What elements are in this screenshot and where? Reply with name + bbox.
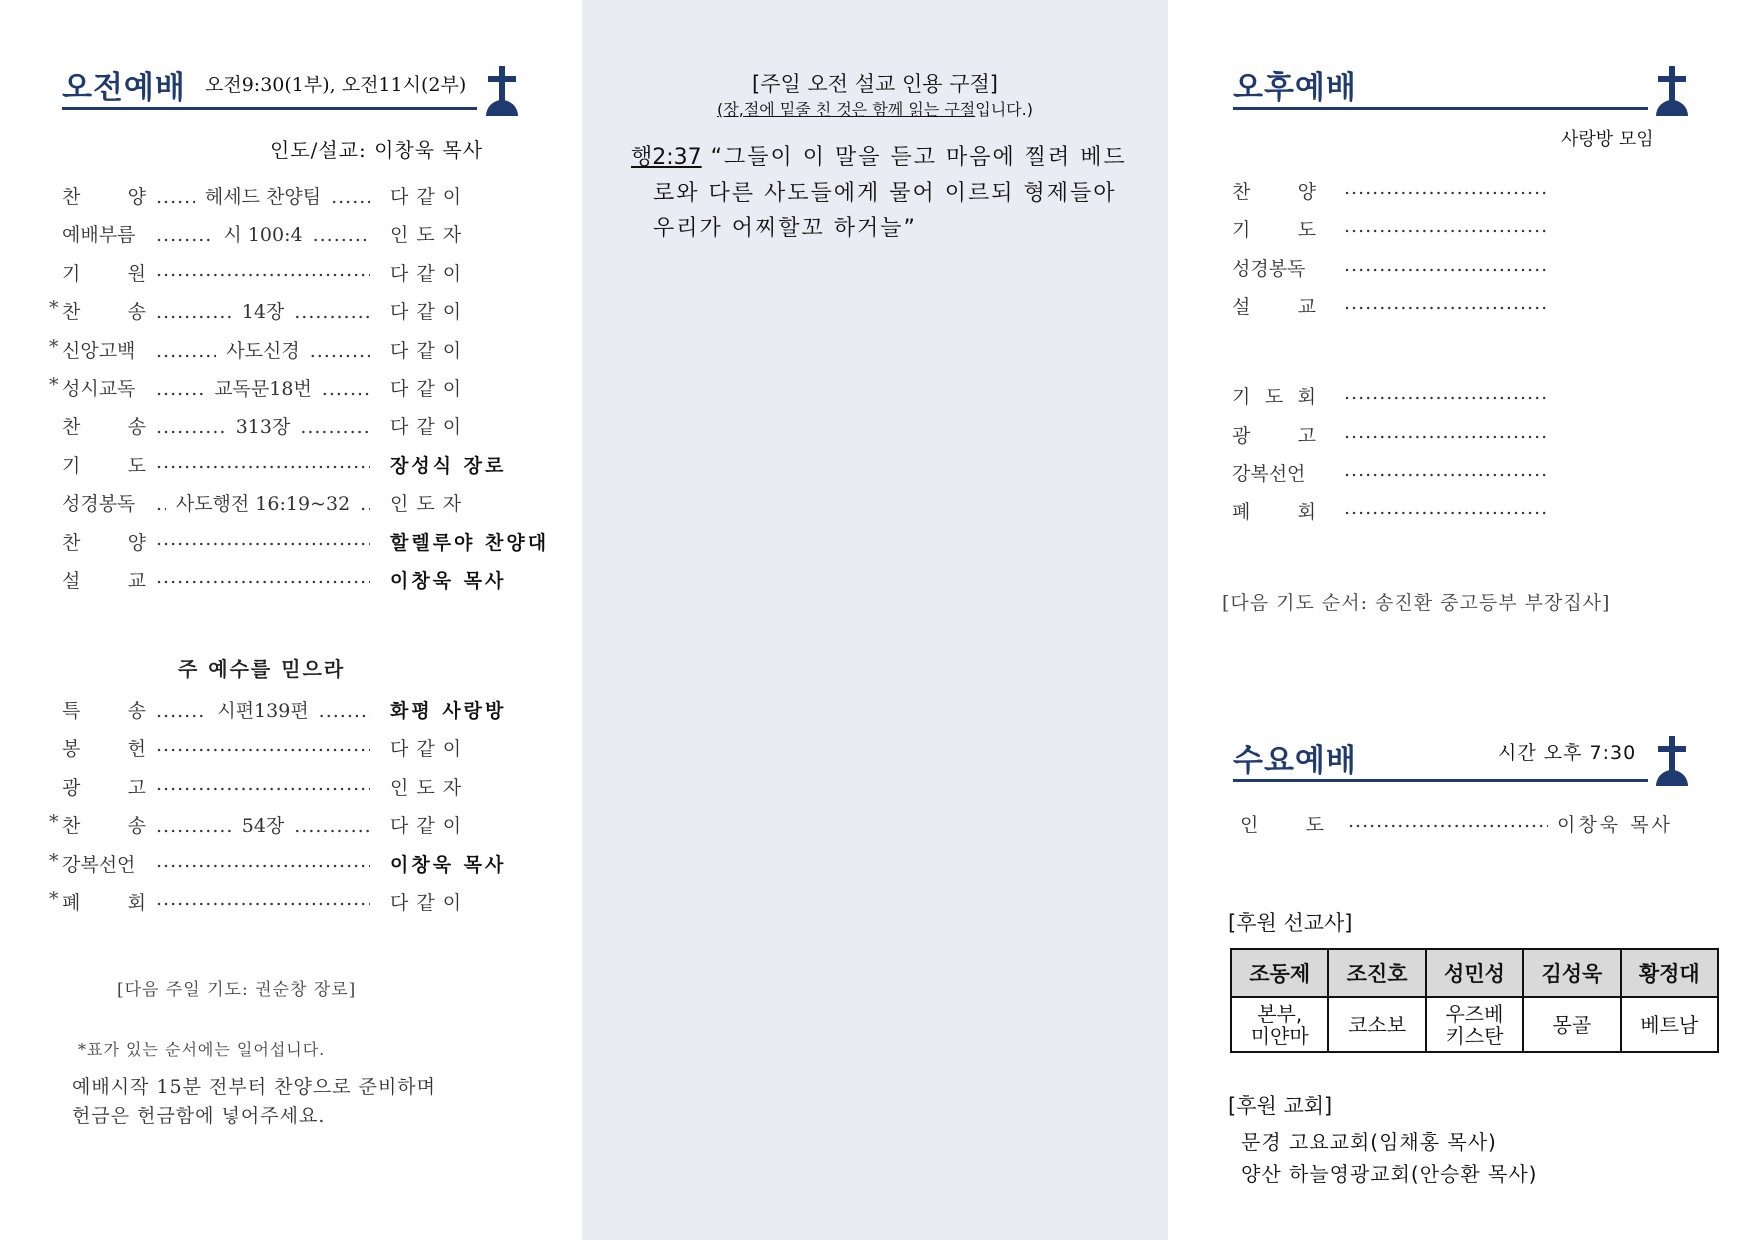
churches-heading: [후원 교회]: [1228, 1094, 1333, 1118]
row-dots: [1344, 254, 1550, 276]
morning-title-underline: [62, 107, 477, 110]
order-row: [0, 811, 560, 841]
row-dots: [1344, 497, 1550, 519]
cross-icon: [1653, 66, 1691, 116]
row-label: 성시교독: [62, 378, 136, 400]
afternoon-service-title: 오후예배: [1233, 70, 1357, 106]
row-detail: 14장: [241, 301, 285, 324]
missionaries-heading: [후원 선교사]: [1228, 911, 1353, 935]
row-label: 성경봉독: [62, 493, 136, 516]
afternoon-order-row: [1232, 292, 1632, 320]
stand-marker: *: [49, 297, 59, 320]
church-item: 양산 하늘영광교회(안승환 목사): [1241, 1162, 1538, 1186]
row-person: 인도자: [390, 493, 470, 516]
afternoon-title-underline: [1233, 107, 1648, 110]
row-detail: 사도행전 16:19~32: [175, 493, 351, 516]
row-person: 다같이: [390, 339, 470, 362]
verse-line-1: 행2:37 “그들이 이 말을 듣고 마음에 찔려 베드: [631, 145, 1127, 170]
order-row: [0, 336, 560, 366]
row-label: 기 원: [62, 262, 146, 285]
cross-icon: [1653, 736, 1691, 786]
afternoon-next-prayer: [다음 기도 순서: 송진환 중고등부 부장집사]: [1222, 592, 1611, 614]
row-dots: [156, 412, 370, 439]
row-dots: [156, 489, 370, 516]
missionary-place: 몽골: [1523, 997, 1620, 1052]
row-label: 기 도 회: [1232, 386, 1316, 408]
row-label: 찬 양: [1232, 181, 1316, 203]
row-dots: [156, 850, 370, 872]
row-label: 폐 회: [62, 892, 146, 914]
row-person: 다같이: [390, 738, 470, 761]
order-row: [0, 489, 560, 519]
row-dots: [1344, 459, 1550, 481]
row-detail: 헤세드 찬양팀: [204, 186, 322, 208]
row-detail: 시 100:4: [223, 224, 303, 247]
verse-reference: 행2:37: [631, 145, 702, 170]
missionary-place: 본부, 미얀마: [1231, 997, 1328, 1052]
row-label: 광 고: [1232, 425, 1316, 447]
wednesday-title-underline: [1233, 779, 1648, 782]
row-dots: [1344, 382, 1550, 404]
row-dots: [156, 374, 370, 401]
stand-marker: *: [49, 374, 59, 396]
row-dots: [156, 734, 370, 756]
missionary-name: 황정대: [1621, 949, 1718, 997]
wednesday-leader-row: [1240, 810, 1720, 838]
stand-note: *표가 있는 순서에는 일어섭니다.: [78, 1040, 326, 1059]
row-person: 다같이: [390, 892, 470, 914]
stand-marker: *: [49, 888, 59, 910]
order-row: [0, 412, 560, 442]
next-prayer-note: [다음 주일 기도: 권순창 장로]: [117, 980, 357, 1000]
order-row: [0, 182, 560, 212]
afternoon-order-row: [1232, 382, 1632, 410]
row-dots: [1344, 215, 1550, 237]
order-row: [0, 566, 560, 596]
missionary-name: 조진호: [1328, 949, 1425, 997]
morning-service-times: 오전9:30(1부), 오전11시(2부): [205, 74, 467, 96]
afternoon-order-row: [1232, 421, 1632, 449]
order-row: [0, 696, 560, 726]
order-row: [0, 773, 560, 803]
wednesday-time: 시간 오후 7:30: [1498, 742, 1637, 764]
row-label: 찬 송: [62, 301, 146, 324]
row-person: 이창욱 목사: [390, 570, 507, 592]
row-label: 광 고: [62, 776, 146, 799]
prep-note-1: 예배시작 15분 전부터 찬양으로 준비하며: [72, 1076, 436, 1098]
wednesday-service-title: 수요예배: [1233, 743, 1357, 779]
row-person: 다같이: [390, 262, 470, 285]
quote-subtitle: [582, 97, 1168, 120]
quote-subtitle-underlined: (장,절에 밑줄 친 것은 함께 읽는 구절: [717, 100, 976, 119]
order-row: [0, 220, 560, 250]
row-label: 설 교: [62, 570, 146, 592]
row-label: 폐 회: [1232, 501, 1316, 523]
row-label: 찬 양: [62, 186, 146, 208]
row-person: 다같이: [390, 378, 470, 400]
row-dots: [156, 773, 370, 795]
row-person: 이창욱 목사: [390, 853, 507, 876]
row-dots: [156, 566, 370, 588]
row-label: 강복선언: [1232, 463, 1306, 485]
stand-marker: *: [49, 849, 59, 872]
missionary-place: 우즈베 키스탄: [1426, 997, 1523, 1052]
verse-line-3: 우리가 어찌할꼬 하거늘”: [653, 216, 917, 241]
order-row: [0, 734, 560, 764]
afternoon-order-row: [1232, 497, 1632, 525]
row-dots: [1348, 810, 1548, 832]
row-dots: [1344, 292, 1550, 314]
row-dots: [156, 696, 370, 723]
row-detail: 313장: [235, 416, 291, 439]
row-person: 장성식 장로: [390, 454, 507, 477]
row-dots: [156, 182, 370, 209]
row-dots: [156, 336, 370, 363]
stand-marker: *: [49, 811, 59, 834]
row-label: 강복선언: [62, 853, 136, 876]
missionary-place: 베트남: [1621, 997, 1718, 1052]
cross-icon: [483, 66, 521, 116]
row-detail: 교독문18번: [214, 378, 312, 400]
row-dots: [1344, 177, 1550, 199]
order-row: [0, 374, 560, 404]
row-label: 예배부름: [62, 224, 136, 247]
row-detail: 54장: [241, 815, 285, 838]
afternoon-order-row: [1232, 254, 1632, 282]
row-person: 할렐루야 찬양대: [390, 531, 550, 554]
row-person: 인도자: [390, 776, 470, 799]
order-row: [0, 528, 560, 558]
row-person: 다같이: [390, 301, 470, 324]
row-label: 기 도: [1232, 219, 1316, 241]
missionary-name: 성민성: [1426, 949, 1523, 997]
missionary-name: 김성욱: [1523, 949, 1620, 997]
order-row: [0, 850, 560, 880]
row-person: 다같이: [390, 186, 470, 208]
row-dots: [156, 528, 370, 550]
row-dots: [156, 259, 370, 281]
row-label: 특 송: [62, 700, 146, 722]
row-dots: [156, 297, 370, 324]
prep-note-2: 헌금은 헌금함에 넣어주세요.: [72, 1105, 326, 1127]
order-row: [0, 451, 560, 481]
order-row: [0, 259, 560, 289]
row-dots: [156, 220, 370, 247]
row-person: 화평 사랑방: [390, 700, 507, 722]
row-dots: [156, 888, 370, 910]
quote-subtitle-rest: 입니다.): [975, 100, 1033, 119]
afternoon-order-row: [1232, 215, 1632, 243]
order-row: [0, 297, 560, 327]
missionary-name: 조동제: [1231, 949, 1328, 997]
stand-marker: *: [49, 335, 59, 358]
row-label: 인 도: [1240, 814, 1324, 836]
missionaries-table: [1230, 948, 1719, 1053]
morning-service-title: 오전예배: [62, 70, 186, 106]
missionary-place: 코소보: [1328, 997, 1425, 1052]
row-label: 성경봉독: [1232, 258, 1306, 280]
row-detail: 시편139편: [217, 700, 309, 722]
row-label: 설 교: [1232, 296, 1316, 318]
row-detail: 사도신경: [226, 339, 300, 362]
row-label: 찬 송: [62, 416, 146, 439]
afternoon-order-row: [1232, 177, 1632, 205]
order-row: [0, 888, 560, 918]
row-label: 찬 송: [62, 815, 146, 838]
sermon-title: 주 예수를 믿으라: [178, 657, 346, 681]
row-label: 봉 헌: [62, 738, 146, 761]
row-person: 인도자: [390, 224, 470, 247]
row-person: 다같이: [390, 815, 470, 838]
morning-leader: 인도/설교: 이창욱 목사: [270, 138, 484, 162]
row-person: 다같이: [390, 416, 470, 439]
quote-title: [주일 오전 설교 인용 구절]: [752, 72, 998, 96]
church-item: 문경 고요교회(임채홍 목사): [1241, 1130, 1497, 1154]
row-person: 이창욱 목사: [1557, 814, 1673, 836]
row-dots: [156, 451, 370, 473]
afternoon-subtitle: 사랑방 모임: [1561, 129, 1654, 150]
row-label: 기 도: [62, 454, 146, 477]
row-label: 찬 양: [62, 531, 146, 554]
afternoon-order-row: [1232, 459, 1632, 487]
row-dots: [156, 811, 370, 838]
row-dots: [1344, 421, 1550, 443]
row-label: 신앙고백: [62, 339, 136, 362]
verse-line-2: 로와 다른 사도들에게 물어 이르되 형제들아: [653, 181, 1117, 206]
